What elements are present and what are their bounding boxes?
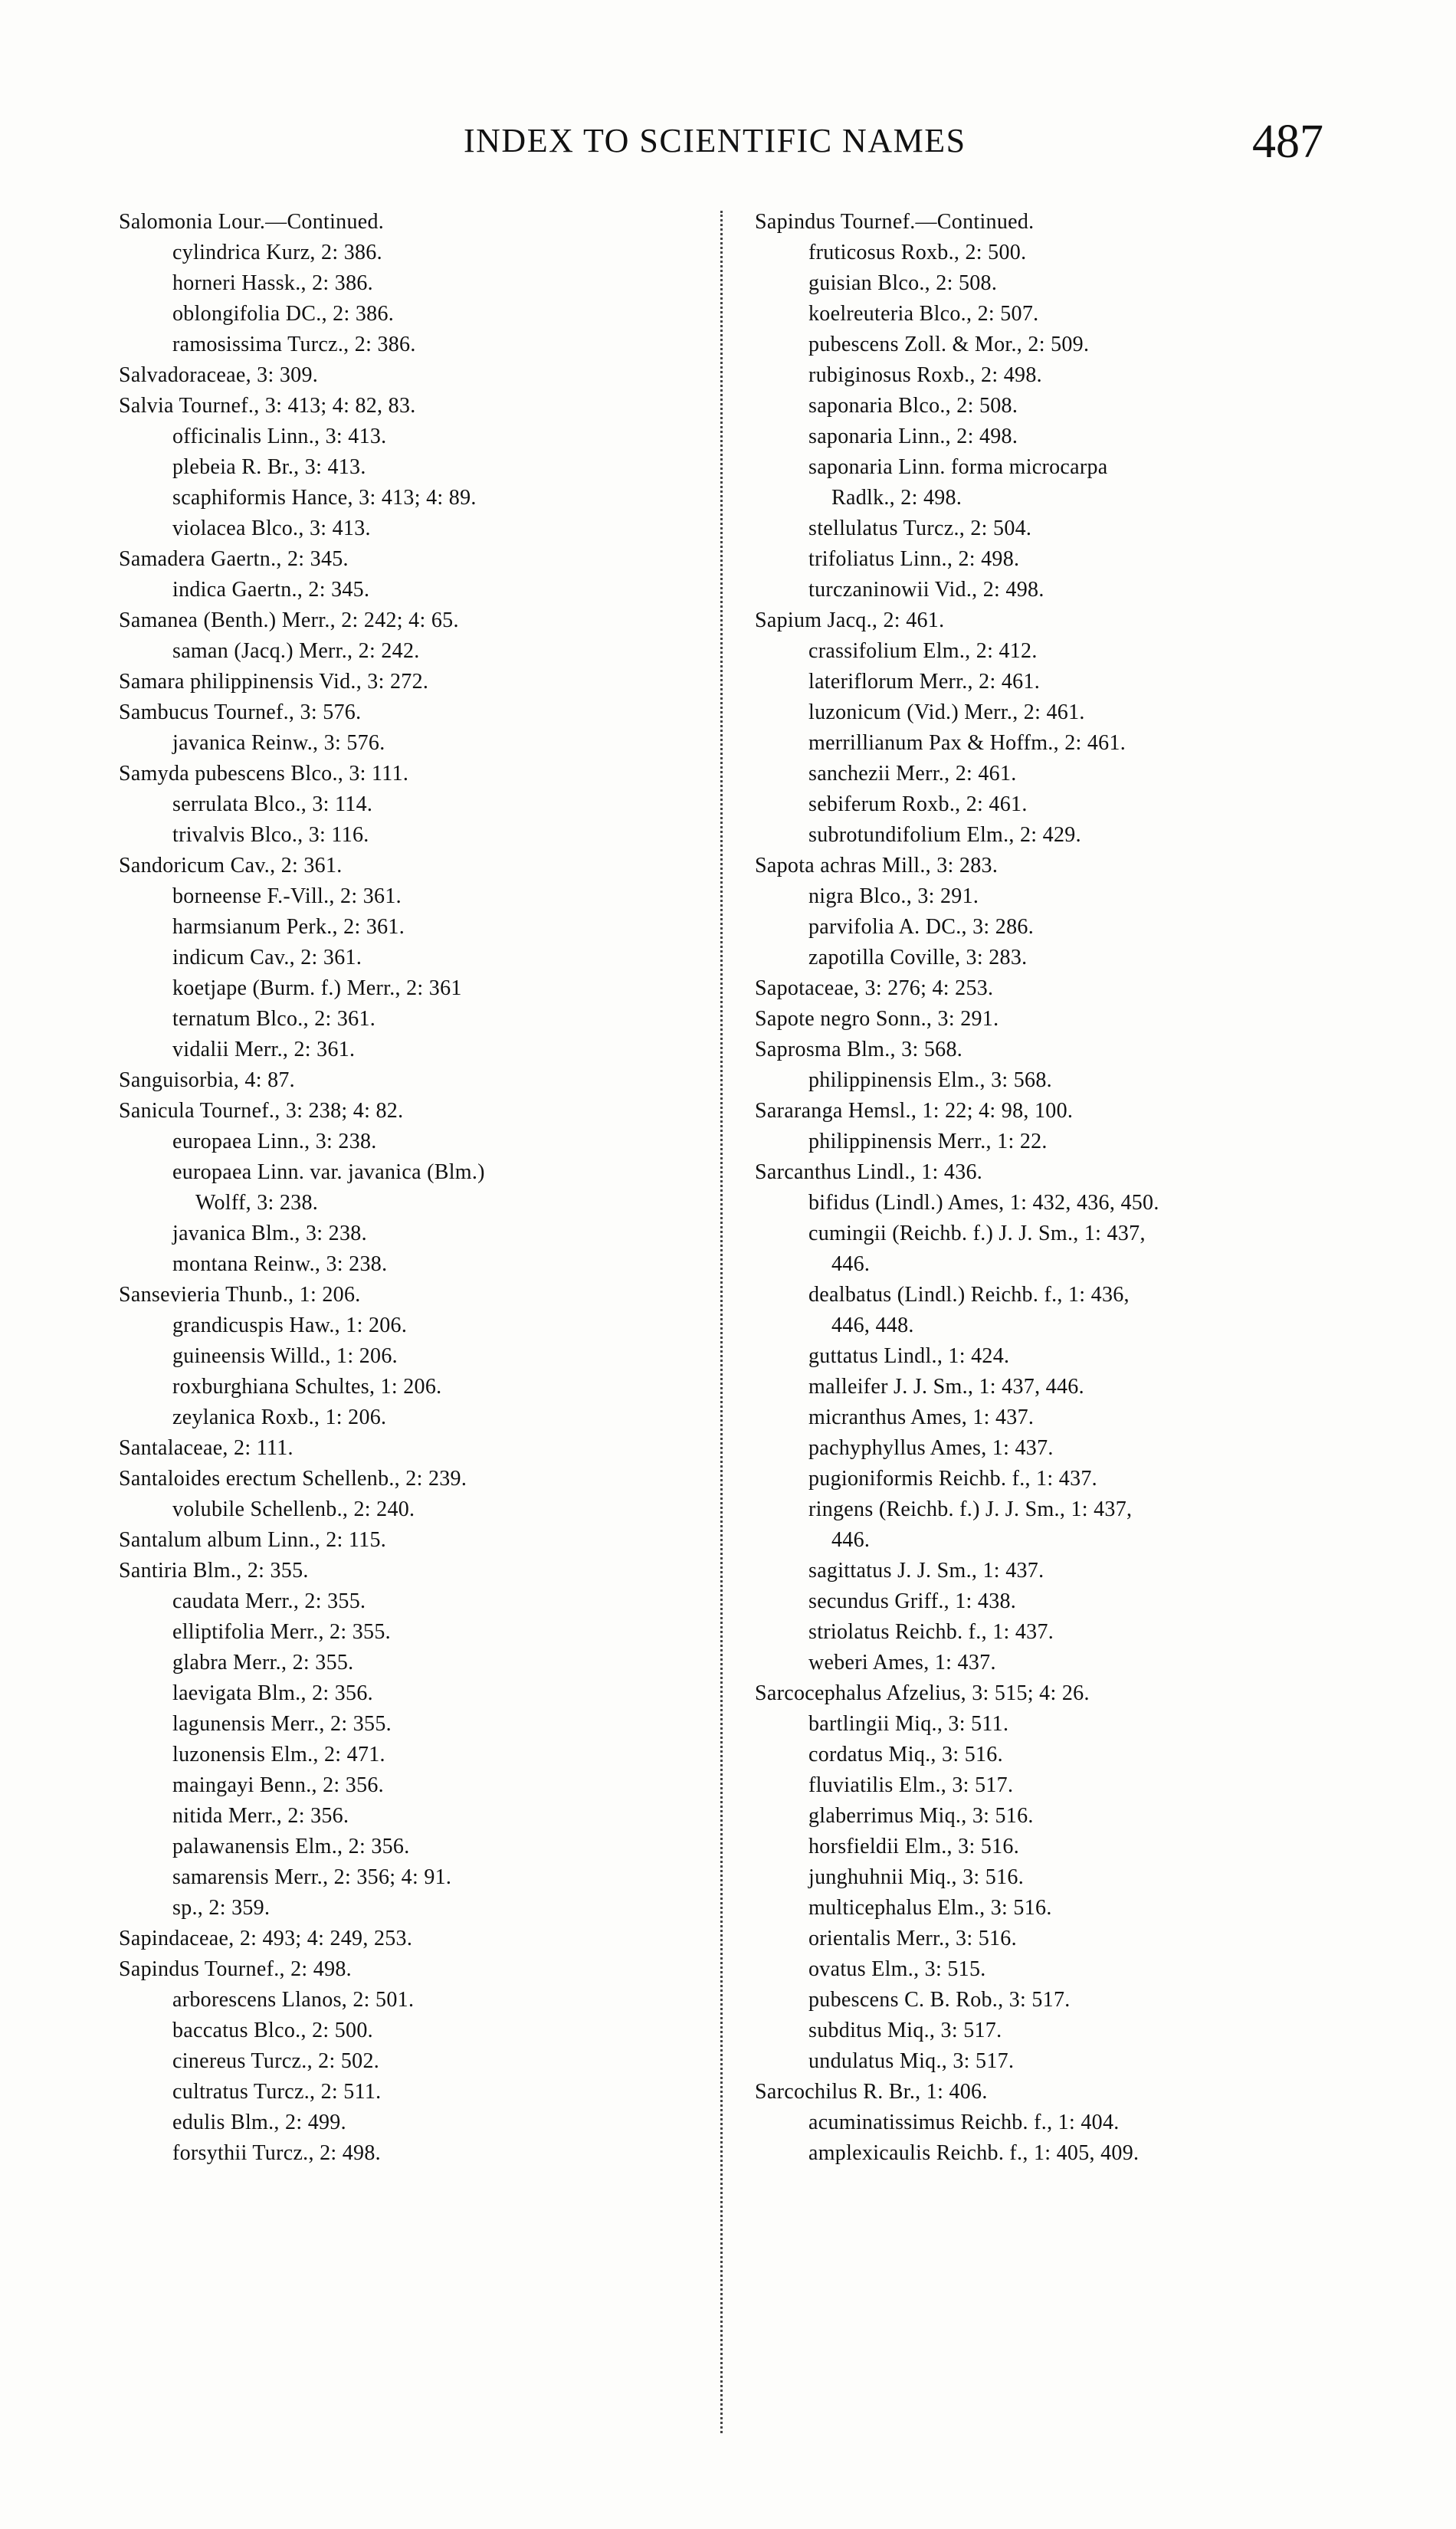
index-entry-species: malleifer J. J. Sm., 1: 437, 446.	[808, 1375, 1084, 1399]
index-entry-species: javanica Reinw., 3: 576.	[172, 731, 385, 755]
index-entry-species: pubescens Zoll. & Mor., 2: 509.	[808, 333, 1090, 356]
index-entry-species: weberi Ames, 1: 437.	[808, 1651, 996, 1675]
running-title: INDEX TO SCIENTIFIC NAMES	[464, 122, 966, 159]
index-entry-genus: Santiria Blm., 2: 355.	[119, 1559, 309, 1583]
index-entry-species: cinereus Turcz., 2: 502.	[172, 2049, 380, 2073]
index-entry-genus: Salvadoraceae, 3: 309.	[119, 363, 319, 387]
index-entry-genus: Sapotaceae, 3: 276; 4: 253.	[755, 976, 994, 1000]
index-entry-species: plebeia R. Br., 3: 413.	[172, 455, 366, 479]
index-entry-genus: Samadera Gaertn., 2: 345.	[119, 547, 349, 571]
index-entry-genus: Sararanga Hemsl., 1: 22; 4: 98, 100.	[755, 1099, 1074, 1123]
index-entry-species: europaea Linn. var. javanica (Blm.)	[172, 1160, 485, 1184]
index-entry-species: lateriflorum Merr., 2: 461.	[808, 670, 1041, 694]
column-divider	[720, 211, 723, 2433]
index-entry-species: cultratus Turcz., 2: 511.	[172, 2080, 382, 2104]
page-number: 487	[1252, 116, 1323, 168]
index-entry-species: pubescens C. B. Rob., 3: 517.	[808, 1988, 1071, 2012]
index-entry-species: striolatus Reichb. f., 1: 437.	[808, 1620, 1054, 1644]
index-entry-species: vidalii Merr., 2: 361.	[172, 1038, 356, 1061]
index-entry-species: indica Gaertn., 2: 345.	[172, 578, 370, 602]
index-entry-species: nitida Merr., 2: 356.	[172, 1804, 349, 1828]
index-entry-genus: Salomonia Lour.—Continued.	[119, 210, 385, 234]
index-entry-species: merrillianum Pax & Hoffm., 2: 461.	[808, 731, 1126, 755]
index-entry-genus: Sambucus Tournef., 3: 576.	[119, 700, 362, 724]
index-entry-species: horneri Hassk., 2: 386.	[172, 271, 373, 295]
index-entry-species: lagunensis Merr., 2: 355.	[172, 1712, 392, 1736]
index-entry-species: nigra Blco., 3: 291.	[808, 884, 979, 908]
index-entry-species: caudata Merr., 2: 355.	[172, 1589, 366, 1613]
index-entry-species: horsfieldii Elm., 3: 516.	[808, 1835, 1020, 1858]
index-entry-species: subditus Miq., 3: 517.	[808, 2019, 1002, 2042]
index-entry-species: trifoliatus Linn., 2: 498.	[808, 547, 1020, 571]
index-entry-species: bartlingii Miq., 3: 511.	[808, 1712, 1009, 1736]
index-entry-genus: Sapindus Tournef.—Continued.	[755, 210, 1035, 234]
index-entry-species: sanchezii Merr., 2: 461.	[808, 762, 1017, 786]
index-entry-genus: Sapota achras Mill., 3: 283.	[755, 854, 999, 877]
index-entry-species: turczaninowii Vid., 2: 498.	[808, 578, 1044, 602]
index-entry-genus: Salvia Tournef., 3: 413; 4: 82, 83.	[119, 394, 416, 418]
index-entry-species: cordatus Miq., 3: 516.	[808, 1743, 1003, 1766]
index-entry-genus: Sansevieria Thunb., 1: 206.	[119, 1283, 361, 1307]
index-entry-species: guineensis Willd., 1: 206.	[172, 1344, 398, 1368]
index-entry-species: guisian Blco., 2: 508.	[808, 271, 998, 295]
index-entry-species: glabra Merr., 2: 355.	[172, 1651, 354, 1675]
index-entry-species: zeylanica Roxb., 1: 206.	[172, 1406, 387, 1429]
index-entry-species: laevigata Blm., 2: 356.	[172, 1681, 373, 1705]
index-entry-genus: Santalaceae, 2: 111.	[119, 1436, 293, 1460]
index-entry-species: saponaria Linn., 2: 498.	[808, 425, 1018, 448]
index-entry-species: micranthus Ames, 1: 437.	[808, 1406, 1035, 1429]
index-entry-species: crassifolium Elm., 2: 412.	[808, 639, 1038, 663]
index-entry-species: junghuhnii Miq., 3: 516.	[808, 1865, 1024, 1889]
index-entry-species: arborescens Llanos, 2: 501.	[172, 1988, 415, 2012]
index-entry-species: fruticosus Roxb., 2: 500.	[808, 241, 1027, 264]
index-entry-species: multicephalus Elm., 3: 516.	[808, 1896, 1052, 1920]
index-entry-genus: Sapium Jacq., 2: 461.	[755, 608, 945, 632]
index-entry-species: philippinensis Elm., 3: 568.	[808, 1068, 1052, 1092]
index-entry-species: stellulatus Turcz., 2: 504.	[808, 517, 1032, 540]
index-entry-species: serrulata Blco., 3: 114.	[172, 792, 373, 816]
index-entry-species: secundus Griff., 1: 438.	[808, 1589, 1017, 1613]
index-entry-species: philippinensis Merr., 1: 22.	[808, 1130, 1048, 1153]
index-entry-genus: Saprosma Blm., 3: 568.	[755, 1038, 963, 1061]
index-entry-species: maingayi Benn., 2: 356.	[172, 1773, 384, 1797]
index-entry-species: luzonensis Elm., 2: 471.	[172, 1743, 385, 1766]
index-entry-species: saman (Jacq.) Merr., 2: 242.	[172, 639, 420, 663]
index-entry-genus: Samyda pubescens Blco., 3: 111.	[119, 762, 409, 786]
page-header	[0, 115, 1456, 184]
index-entry-species: acuminatissimus Reichb. f., 1: 404.	[808, 2111, 1120, 2134]
index-entry-genus: Samara philippinensis Vid., 3: 272.	[119, 670, 429, 694]
index-entry-genus: Sapindaceae, 2: 493; 4: 249, 253.	[119, 1927, 413, 1950]
index-entry-species: scaphiformis Hance, 3: 413; 4: 89.	[172, 486, 477, 510]
index-entry-genus: Santalum album Linn., 2: 115.	[119, 1528, 387, 1552]
index-entry-species: elliptifolia Merr., 2: 355.	[172, 1620, 391, 1644]
index-entry-species: pachyphyllus Ames, 1: 437.	[808, 1436, 1054, 1460]
index-entry-species: trivalvis Blco., 3: 116.	[172, 823, 369, 847]
index-entry-species: 446.	[831, 1252, 871, 1276]
index-entry-species: luzonicum (Vid.) Merr., 2: 461.	[808, 700, 1085, 724]
index-entry-species: borneense F.-Vill., 2: 361.	[172, 884, 402, 908]
index-entry-species: sagittatus J. J. Sm., 1: 437.	[808, 1559, 1044, 1583]
index-entry-species: oblongifolia DC., 2: 386.	[172, 302, 395, 326]
index-entry-genus: Sapote negro Sonn., 3: 291.	[755, 1007, 999, 1031]
index-entry-genus: Samanea (Benth.) Merr., 2: 242; 4: 65.	[119, 608, 459, 632]
index-entry-species: palawanensis Elm., 2: 356.	[172, 1835, 410, 1858]
index-entry-species: parvifolia A. DC., 3: 286.	[808, 915, 1034, 939]
index-entry-species: cylindrica Kurz, 2: 386.	[172, 241, 382, 264]
index-entry-species: glaberrimus Miq., 3: 516.	[808, 1804, 1034, 1828]
index-entry-species: Radlk., 2: 498.	[831, 486, 962, 510]
index-entry-species: rubiginosus Roxb., 2: 498.	[808, 363, 1042, 387]
index-entry-species: forsythii Turcz., 2: 498.	[172, 2141, 381, 2165]
index-entry-species: ringens (Reichb. f.) J. J. Sm., 1: 437,	[808, 1497, 1133, 1521]
index-entry-genus: Sanicula Tournef., 3: 238; 4: 82.	[119, 1099, 404, 1123]
index-entry-genus: Sarcocephalus Afzelius, 3: 515; 4: 26.	[755, 1681, 1090, 1705]
index-entry-species: cumingii (Reichb. f.) J. J. Sm., 1: 437,	[808, 1222, 1146, 1245]
index-entry-species: koetjape (Burm. f.) Merr., 2: 361	[172, 976, 462, 1000]
index-entry-species: samarensis Merr., 2: 356; 4: 91.	[172, 1865, 452, 1889]
index-entry-species: violacea Blco., 3: 413.	[172, 517, 371, 540]
index-entry-species: dealbatus (Lindl.) Reichb. f., 1: 436,	[808, 1283, 1130, 1307]
index-entry-species: 446.	[831, 1528, 871, 1552]
index-entry-species: Wolff, 3: 238.	[195, 1191, 319, 1215]
index-entry-species: sebiferum Roxb., 2: 461.	[808, 792, 1028, 816]
index-entry-species: harmsianum Perk., 2: 361.	[172, 915, 405, 939]
index-entry-genus: Sarcanthus Lindl., 1: 436.	[755, 1160, 983, 1184]
index-entry-species: grandicuspis Haw., 1: 206.	[172, 1314, 408, 1337]
index-entry-species: zapotilla Coville, 3: 283.	[808, 946, 1028, 969]
index-entry-species: montana Reinw., 3: 238.	[172, 1252, 388, 1276]
index-entry-genus: Sanguisorbia, 4: 87.	[119, 1068, 295, 1092]
index-entry-species: koelreuteria Blco., 2: 507.	[808, 302, 1039, 326]
index-entry-species: sp., 2: 359.	[172, 1896, 271, 1920]
index-entry-species: saponaria Linn. forma microcarpa	[808, 455, 1108, 479]
index-entry-species: subrotundifolium Elm., 2: 429.	[808, 823, 1081, 847]
index-entry-species: pugioniformis Reichb. f., 1: 437.	[808, 1467, 1097, 1491]
index-entry-species: undulatus Miq., 3: 517.	[808, 2049, 1015, 2073]
index-entry-species: guttatus Lindl., 1: 424.	[808, 1344, 1010, 1368]
index-entry-species: europaea Linn., 3: 238.	[172, 1130, 377, 1153]
index-entry-species: officinalis Linn., 3: 413.	[172, 425, 387, 448]
index-entry-species: ternatum Blco., 2: 361.	[172, 1007, 376, 1031]
index-entry-species: roxburghiana Schultes, 1: 206.	[172, 1375, 442, 1399]
index-entry-species: ramosissima Turcz., 2: 386.	[172, 333, 416, 356]
index-entry-species: javanica Blm., 3: 238.	[172, 1222, 367, 1245]
index-entry-species: edulis Blm., 2: 499.	[172, 2111, 346, 2134]
index-entry-genus: Sarcochilus R. Br., 1: 406.	[755, 2080, 988, 2104]
index-entry-species: fluviatilis Elm., 3: 517.	[808, 1773, 1014, 1797]
index-entry-species: volubile Schellenb., 2: 240.	[172, 1497, 415, 1521]
index-entry-genus: Sapindus Tournef., 2: 498.	[119, 1957, 352, 1981]
index-entry-species: ovatus Elm., 3: 515.	[808, 1957, 986, 1981]
index-entry-species: 446, 448.	[831, 1314, 914, 1337]
index-entry-species: saponaria Blco., 2: 508.	[808, 394, 1018, 418]
index-entry-species: amplexicaulis Reichb. f., 1: 405, 409.	[808, 2141, 1140, 2165]
index-entry-species: baccatus Blco., 2: 500.	[172, 2019, 373, 2042]
index-entry-genus: Santaloides erectum Schellenb., 2: 239.	[119, 1467, 467, 1491]
index-entry-genus: Sandoricum Cav., 2: 361.	[119, 854, 343, 877]
index-entry-species: orientalis Merr., 3: 516.	[808, 1927, 1017, 1950]
index-entry-species: indicum Cav., 2: 361.	[172, 946, 362, 969]
index-entry-species: bifidus (Lindl.) Ames, 1: 432, 436, 450.	[808, 1191, 1159, 1215]
